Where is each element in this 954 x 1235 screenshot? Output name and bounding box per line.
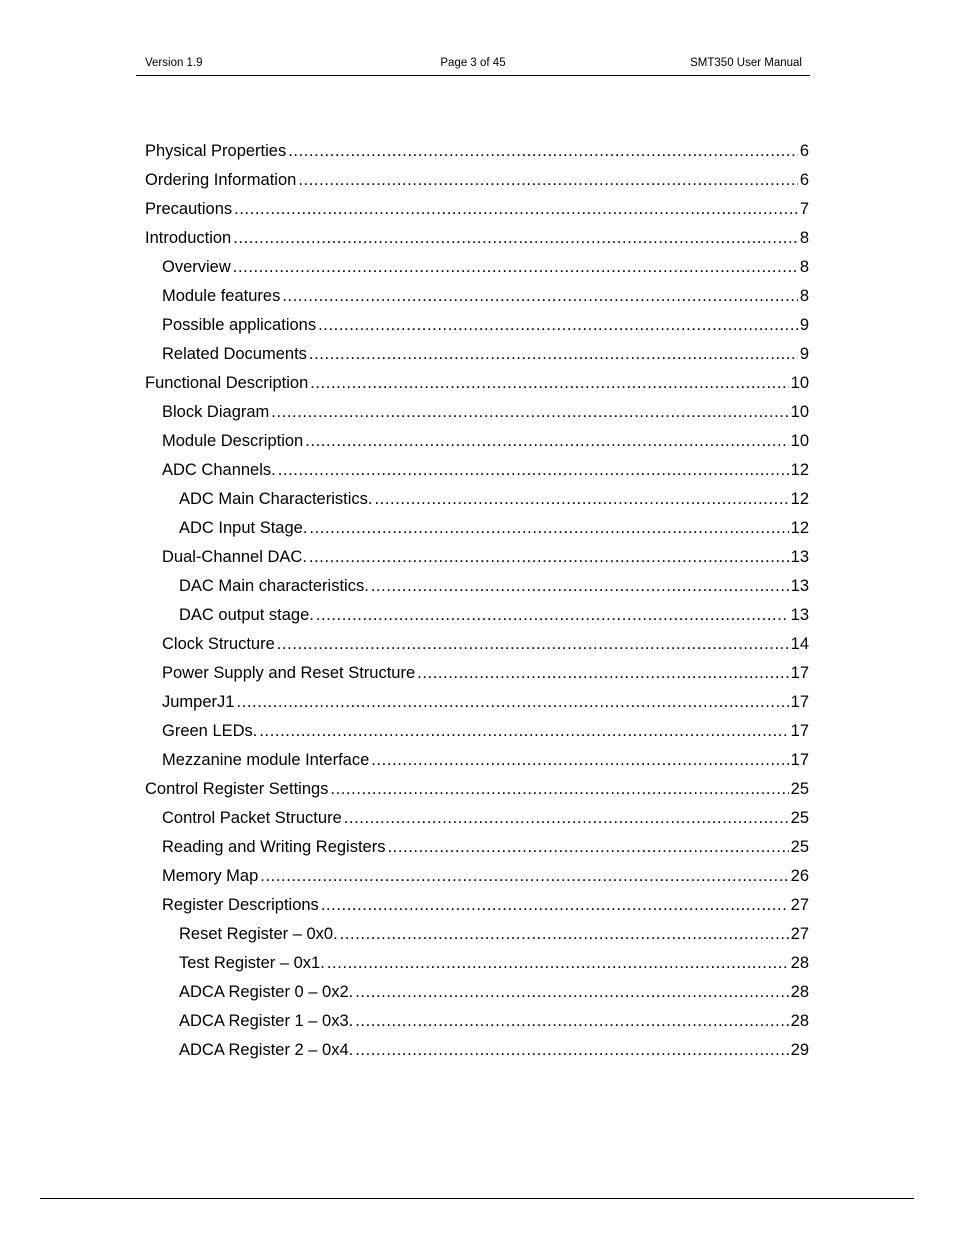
toc-entry[interactable] — [145, 630, 809, 659]
header-version: Version 1.9 — [145, 57, 203, 69]
toc-entry[interactable] — [145, 195, 809, 224]
toc-entry-title: Module Description — [162, 432, 304, 450]
toc-dot-leader — [277, 635, 789, 654]
toc-dot-leader — [355, 983, 788, 1002]
footer-divider — [40, 1198, 914, 1199]
table-of-contents — [145, 137, 809, 1065]
toc-entry-page: 26 — [790, 867, 809, 885]
toc-entry-title: Mezzanine module Interface — [162, 751, 370, 769]
toc-dot-leader — [309, 519, 788, 538]
toc-entry[interactable] — [145, 891, 809, 920]
toc-dot-leader — [236, 693, 788, 712]
toc-entry-page: 25 — [790, 809, 809, 827]
toc-dot-leader — [316, 606, 789, 625]
toc-entry-title: Test Register – 0x1. — [179, 954, 325, 972]
toc-dot-leader — [321, 896, 789, 915]
toc-entry-page: 9 — [799, 316, 809, 334]
toc-entry[interactable] — [145, 804, 809, 833]
toc-entry[interactable] — [145, 746, 809, 775]
toc-entry-page: 29 — [790, 1041, 809, 1059]
toc-entry-title: Block Diagram — [162, 403, 270, 421]
toc-entry[interactable] — [145, 166, 809, 195]
toc-entry-page: 10 — [790, 432, 809, 450]
toc-entry[interactable] — [145, 688, 809, 717]
toc-entry[interactable] — [145, 253, 809, 282]
header-manual-title: SMT350 User Manual — [690, 57, 802, 69]
toc-entry-title: ADCA Register 2 – 0x4. — [179, 1041, 354, 1059]
toc-entry[interactable] — [145, 456, 809, 485]
toc-entry-page: 13 — [790, 577, 809, 595]
toc-entry-page: 17 — [790, 751, 809, 769]
toc-entry-page: 9 — [799, 345, 809, 363]
toc-dot-leader — [374, 490, 788, 509]
toc-dot-leader — [327, 954, 789, 973]
toc-entry-title: Reset Register – 0x0. — [179, 925, 338, 943]
toc-entry[interactable] — [145, 543, 809, 572]
toc-entry-title: Control Packet Structure — [162, 809, 342, 827]
toc-dot-leader — [318, 316, 798, 335]
toc-dot-leader — [309, 345, 798, 364]
toc-entry[interactable] — [145, 775, 809, 804]
toc-entry-title: Reading and Writing Registers — [162, 838, 386, 856]
toc-entry-title: Memory Map — [162, 867, 259, 885]
toc-entry-page: 12 — [790, 461, 809, 479]
toc-entry[interactable] — [145, 572, 809, 601]
toc-entry[interactable] — [145, 659, 809, 688]
toc-dot-leader — [417, 664, 789, 683]
toc-entry[interactable] — [145, 862, 809, 891]
toc-dot-leader — [288, 142, 798, 161]
toc-entry-title: Dual-Channel DAC. — [162, 548, 307, 566]
toc-entry-title: Green LEDs. — [162, 722, 258, 740]
toc-entry[interactable] — [145, 920, 809, 949]
toc-entry[interactable] — [145, 949, 809, 978]
toc-dot-leader — [233, 258, 798, 277]
toc-entry[interactable] — [145, 369, 809, 398]
toc-entry-title: ADC Main Characteristics. — [179, 490, 373, 508]
toc-entry[interactable] — [145, 1007, 809, 1036]
toc-entry[interactable] — [145, 398, 809, 427]
toc-entry[interactable] — [145, 282, 809, 311]
toc-entry-page: 6 — [799, 142, 809, 160]
toc-entry-page: 8 — [799, 258, 809, 276]
toc-dot-leader — [271, 403, 788, 422]
toc-entry-page: 17 — [790, 664, 809, 682]
toc-entry-page: 27 — [790, 925, 809, 943]
toc-entry-title: Possible applications — [162, 316, 317, 334]
toc-dot-leader — [305, 432, 788, 451]
toc-dot-leader — [234, 200, 798, 219]
toc-entry-page: 13 — [790, 606, 809, 624]
toc-entry[interactable] — [145, 514, 809, 543]
toc-entry[interactable] — [145, 1036, 809, 1065]
toc-entry[interactable] — [145, 601, 809, 630]
toc-entry-page: 28 — [790, 954, 809, 972]
toc-entry[interactable] — [145, 978, 809, 1007]
toc-dot-leader — [260, 867, 788, 886]
toc-entry-title: Related Documents — [162, 345, 307, 363]
toc-entry[interactable] — [145, 224, 809, 253]
toc-entry-title: Power Supply and Reset Structure — [162, 664, 416, 682]
toc-entry-page: 7 — [799, 200, 809, 218]
toc-dot-leader — [278, 461, 789, 480]
toc-entry-title: ADC Channels. — [162, 461, 276, 479]
toc-entry-page: 27 — [790, 896, 809, 914]
toc-dot-leader — [387, 838, 788, 857]
toc-entry-page: 17 — [790, 693, 809, 711]
toc-entry-page: 12 — [790, 519, 809, 537]
toc-entry-page: 28 — [790, 1012, 809, 1030]
toc-entry-page: 28 — [790, 983, 809, 1001]
toc-entry-title: Control Register Settings — [145, 780, 329, 798]
toc-entry-page: 13 — [790, 548, 809, 566]
toc-entry-title: ADCA Register 1 – 0x3. — [179, 1012, 354, 1030]
toc-entry[interactable] — [145, 485, 809, 514]
toc-entry-title: Overview — [162, 258, 231, 276]
toc-dot-leader — [309, 548, 789, 567]
toc-entry-title: DAC output stage. — [179, 606, 314, 624]
toc-entry-page: 8 — [799, 287, 809, 305]
toc-entry-page: 17 — [790, 722, 809, 740]
toc-entry-page: 8 — [799, 229, 809, 247]
toc-entry-title: Module features — [162, 287, 281, 305]
toc-entry[interactable] — [145, 427, 809, 456]
toc-dot-leader — [355, 1012, 788, 1031]
toc-entry-title: Register Descriptions — [162, 896, 319, 914]
toc-dot-leader — [355, 1041, 788, 1060]
toc-entry-title: Introduction — [145, 229, 232, 247]
toc-entry-title: ADCA Register 0 – 0x2. — [179, 983, 354, 1001]
toc-entry[interactable] — [145, 833, 809, 862]
toc-entry[interactable] — [145, 340, 809, 369]
toc-entry-title: Functional Description — [145, 374, 309, 392]
toc-entry-title: Clock Structure — [162, 635, 275, 653]
toc-entry-page: 6 — [799, 171, 809, 189]
toc-entry-page: 25 — [790, 780, 809, 798]
toc-dot-leader — [371, 751, 788, 770]
toc-dot-leader — [298, 171, 797, 190]
toc-entry-title: JumperJ1 — [162, 693, 235, 711]
toc-entry[interactable] — [145, 717, 809, 746]
toc-entry-title: Ordering Information — [145, 171, 297, 189]
toc-entry-page: 14 — [790, 635, 809, 653]
toc-entry-title: DAC Main characteristics. — [179, 577, 369, 595]
toc-entry-title: Precautions — [145, 200, 233, 218]
header-page-number: Page 3 of 45 — [440, 57, 506, 69]
toc-dot-leader — [330, 780, 788, 799]
toc-dot-leader — [310, 374, 788, 393]
toc-dot-leader — [233, 229, 798, 248]
toc-dot-leader — [282, 287, 797, 306]
toc-entry-page: 25 — [790, 838, 809, 856]
toc-entry-page: 12 — [790, 490, 809, 508]
page-header — [136, 56, 810, 76]
toc-dot-leader — [344, 809, 789, 828]
toc-entry[interactable] — [145, 137, 809, 166]
toc-entry[interactable] — [145, 311, 809, 340]
toc-dot-leader — [340, 925, 789, 944]
toc-dot-leader — [259, 722, 788, 741]
toc-entry-title: ADC Input Stage. — [179, 519, 308, 537]
toc-entry-title: Physical Properties — [145, 142, 287, 160]
toc-entry-page: 10 — [790, 403, 809, 421]
toc-dot-leader — [371, 577, 789, 596]
toc-entry-page: 10 — [790, 374, 809, 392]
